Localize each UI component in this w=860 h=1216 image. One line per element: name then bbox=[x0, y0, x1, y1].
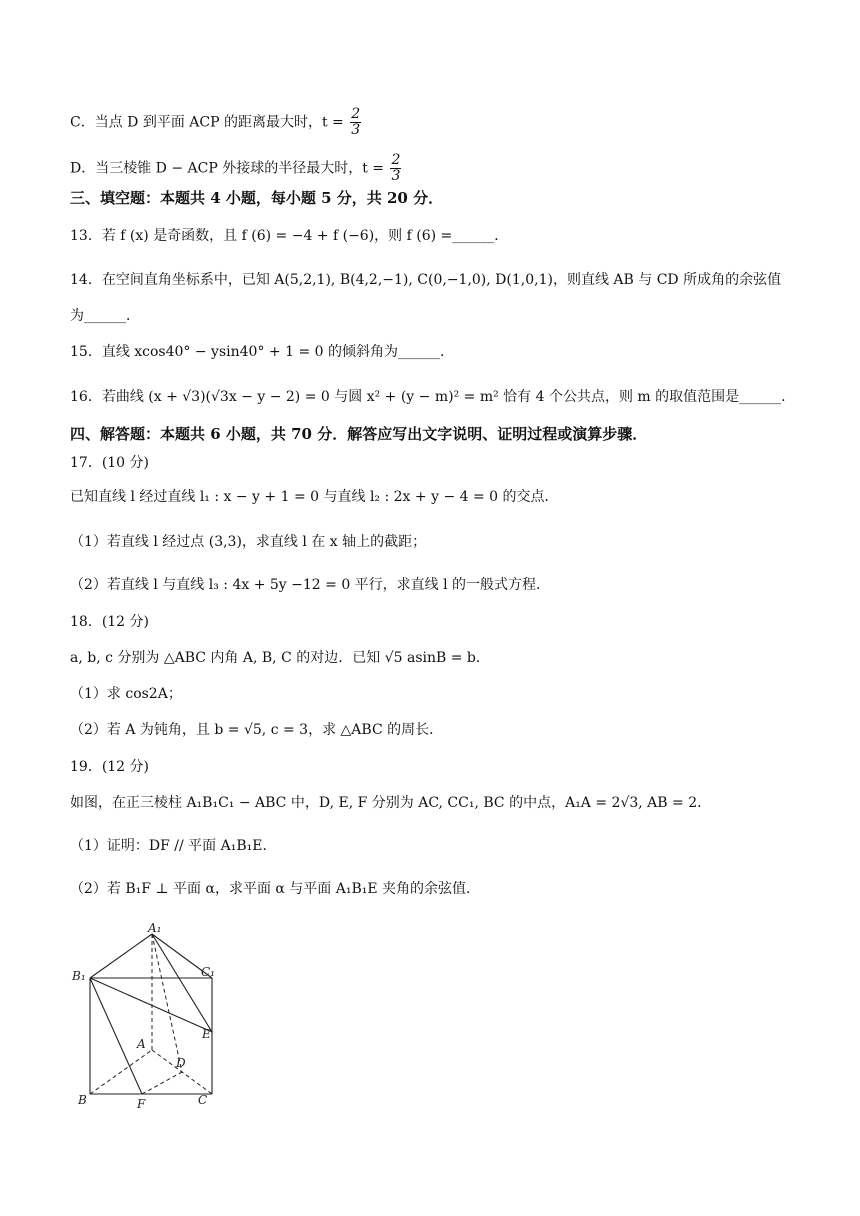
question-19-part-1: （1）证明：DF // 平面 A₁B₁E． bbox=[70, 838, 277, 854]
fraction-c bbox=[350, 107, 361, 138]
question-18-body: a, b, c 分别为 △ABC 内角 A, B, C 的对边．已知 √5 asinB = b． bbox=[70, 650, 490, 666]
question-17-part-1: （1）若直线 l 经过点 (3,3)，求直线 l 在 x 轴上的截距； bbox=[70, 534, 427, 550]
question-18-part-2: （2）若 A 为钝角，且 b = √5, c = 3，求 △ABC 的周长． bbox=[70, 722, 444, 738]
label-a: A bbox=[137, 1037, 146, 1051]
fraction-numerator: 2 bbox=[351, 106, 361, 122]
segment-b1-f bbox=[90, 978, 142, 1094]
question-17-header: 17．(10 分) bbox=[70, 455, 150, 471]
segment-b1-e bbox=[90, 978, 212, 1032]
option-c-text: C．当点 D 到平面 ACP 的距离最大时，t = bbox=[70, 114, 344, 131]
question-19-body: 如图，在正三棱柱 A₁B₁C₁ − ABC 中，D, E, F 分别为 AC, CC₁, BC 的中点，A₁A = 2√3, AB = 2． bbox=[70, 795, 712, 811]
hidden-edge-b-a bbox=[90, 1050, 152, 1094]
option-d-text: D．当三棱锥 D − ACP 外接球的半径最大时，t = bbox=[70, 160, 385, 177]
fraction-numerator: 2 bbox=[391, 152, 401, 168]
label-a1: A₁ bbox=[148, 921, 162, 935]
hidden-segment-a1-d bbox=[152, 934, 182, 1072]
question-15: 15．直线 xcos40° − ysin40° + 1 = 0 的倾斜角为______． bbox=[70, 344, 454, 360]
label-b: B bbox=[78, 1093, 87, 1107]
option-c bbox=[70, 107, 361, 138]
edge-b1-a1 bbox=[90, 934, 152, 978]
label-e: E bbox=[202, 1027, 211, 1041]
label-f: F bbox=[137, 1097, 146, 1110]
option-d bbox=[70, 153, 401, 184]
label-c1: C₁ bbox=[201, 965, 215, 979]
fraction-denominator: 3 bbox=[391, 168, 401, 184]
segment-a1-e bbox=[152, 934, 212, 1032]
question-13: 13．若 f (x) 是奇函数，且 f (6) = −4 + f (−6)，则 f (6) =______． bbox=[70, 228, 509, 244]
question-14: 14．在空间直角坐标系中，已知 A(5,2,1), B(4,2,−1), C(0,−1,0), D(1,0,1)，则直线 AB 与 CD 所成角的余弦值为______． bbox=[70, 272, 782, 324]
question-16: 16．若曲线 (x + √3)(√3x − y − 2) = 0 与圆 x² + (y − m)² = m² 恰有 4 个公共点，则 m 的取值范围是______． bbox=[70, 389, 796, 405]
prism-figure bbox=[70, 920, 230, 1110]
question-17-body: 已知直线 l 经过直线 l₁ : x − y + 1 = 0 与直线 l₂ : 2x + y − 4 = 0 的交点． bbox=[70, 489, 559, 505]
question-18-part-1: （1）求 cos2A； bbox=[70, 686, 182, 702]
label-b1: B₁ bbox=[72, 969, 86, 983]
question-18-header: 18．(12 分) bbox=[70, 614, 150, 630]
question-19-header: 19．(12 分) bbox=[70, 759, 150, 775]
label-d: D bbox=[176, 1056, 186, 1070]
question-17-part-2: （2）若直线 l 与直线 l₃ : 4x + 5y −12 = 0 平行，求直线 l 的一般式方程． bbox=[70, 577, 551, 593]
label-c: C bbox=[198, 1093, 208, 1107]
section-3-heading: 三、填空题：本题共 4 小题，每小题 5 分，共 20 分． bbox=[70, 189, 444, 207]
section-4-heading: 四、解答题：本题共 6 小题，共 70 分．解答应写出文字说明、证明过程或演算步骤． bbox=[70, 425, 648, 443]
hidden-segment-f-d bbox=[142, 1072, 182, 1094]
fraction-denominator: 3 bbox=[351, 122, 361, 138]
fraction-d bbox=[390, 153, 401, 184]
question-19-part-2: （2）若 B₁F ⊥ 平面 α，求平面 α 与平面 A₁B₁E 夹角的余弦值． bbox=[70, 881, 481, 897]
